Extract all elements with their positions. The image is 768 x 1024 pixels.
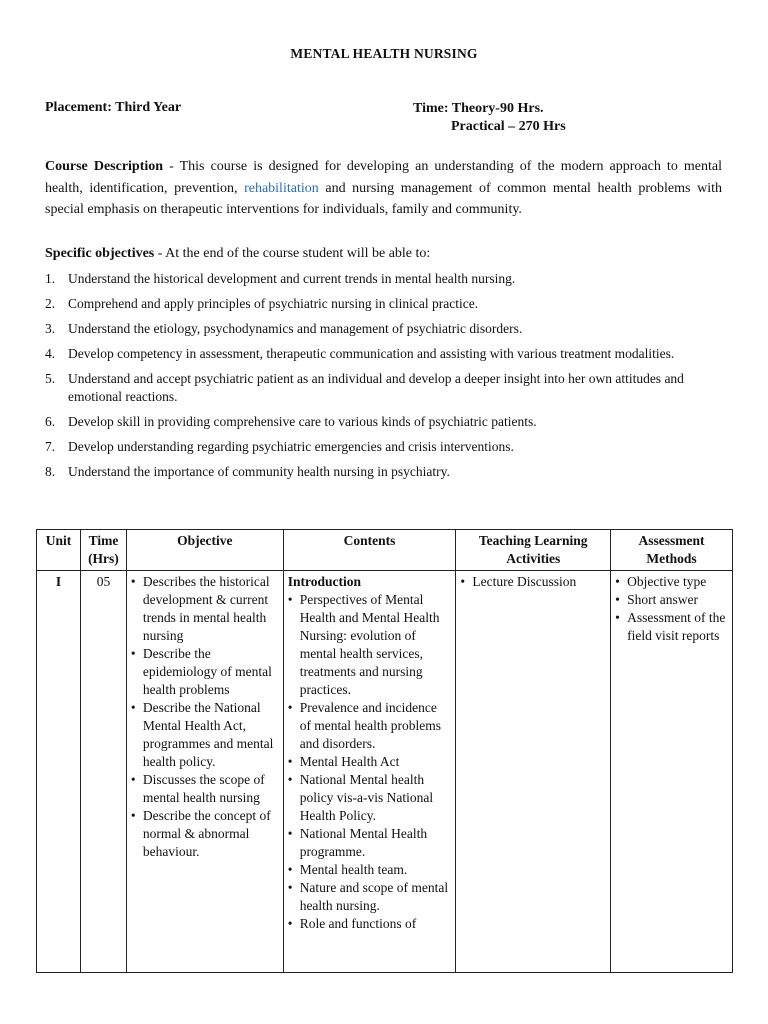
objective-text: Understand the etiology, psychodynamics and management of psychiatric disorders. (68, 321, 523, 336)
cell-time: 05 (80, 571, 126, 973)
objective-bullet: • Discusses the scope of mental health nursing (131, 771, 279, 807)
header-activities: Teaching Learning Activities (456, 530, 611, 571)
objective-number: 7. (45, 438, 56, 454)
contents-list (288, 591, 452, 933)
objectives-label: Specific objectives (45, 246, 155, 261)
objective-number: 3. (45, 321, 56, 336)
activity-bullet: • Lecture Discussion (460, 573, 606, 591)
time-practical: Practical – 270 Hrs (451, 119, 566, 134)
cell-activities (456, 571, 611, 973)
objective-number: 1. (45, 271, 56, 286)
objectives-heading (45, 246, 430, 262)
contents-heading: Introduction (287, 574, 361, 589)
objective-bullet: • Describes the historical development & current trends in mental health nursing (131, 573, 279, 645)
objective-item (45, 370, 695, 405)
objective-item (45, 438, 695, 456)
objective-text: Understand the historical development and current trends in mental health nursing. (68, 271, 516, 286)
objective-item (45, 463, 695, 481)
assessment-bullet: • Objective type (615, 573, 728, 591)
time-theory: Time: Theory-90 Hrs. (413, 101, 544, 116)
objective-text: Understand the importance of community health nursing in psychiatry. (68, 463, 450, 479)
objective-bullet: • Describe the epidemiology of mental health problems (131, 645, 279, 699)
objective-item (45, 345, 695, 363)
table-row (37, 571, 733, 973)
page-title: MENTAL HEALTH NURSING (290, 46, 478, 61)
objective-bullet: • Describe the concept of normal & abnormal behaviour. (131, 807, 279, 861)
time-block (413, 100, 566, 136)
contents-bullet: • National Mental health policy vis-a-vis National Health Policy. (288, 771, 452, 825)
contents-bullet: • Mental Health Act (288, 753, 452, 771)
contents-bullet: • Prevalence and incidence of mental health problems and disorders. (288, 699, 452, 753)
objective-item (45, 295, 695, 313)
course-description (45, 156, 722, 221)
course-description-text-2: and nursing management of common mental health problems with special emphasis on therapeutic interventions for individuals, family and community. (45, 180, 722, 217)
course-description-label: Course Description (45, 159, 164, 174)
header-contents: Contents (283, 530, 456, 571)
objective-number: 5. (45, 371, 56, 386)
assessment-list (615, 573, 728, 645)
objective-text: Develop understanding regarding psychiatric emergencies and crisis interventions. (68, 438, 514, 454)
objective-item (45, 270, 695, 288)
cell-assessment (611, 571, 733, 973)
objective-number: 6. (45, 413, 56, 429)
table-header-row (37, 530, 733, 571)
objective-item (45, 320, 695, 338)
objective-text: Comprehend and apply principles of psychiatric nursing in clinical practice. (68, 296, 479, 311)
cell-contents (283, 571, 456, 973)
objective-text: Understand and accept psychiatric patient as an individual and develop a deeper insight into her own attitudes and emotional reactions. (68, 371, 684, 404)
cell-objective (126, 571, 283, 973)
assessment-bullet: • Short answer (615, 591, 728, 609)
rehabilitation-link[interactable]: rehabilitation (244, 180, 319, 196)
objective-number: 2. (45, 296, 56, 311)
header-time: Time (Hrs) (80, 530, 126, 571)
assessment-bullet: • Assessment of the field visit reports (615, 609, 728, 645)
activities-list (460, 573, 606, 591)
objective-number: 4. (45, 346, 56, 361)
objectives-intro: - At the end of the course student will be able to: (154, 246, 431, 261)
objectives-list (45, 270, 695, 488)
header-objective: Objective (126, 530, 283, 571)
cell-unit: I (37, 571, 81, 973)
header-assessment: Assessment Methods (611, 530, 733, 571)
contents-bullet: • Role and functions of (288, 915, 452, 933)
course-table (36, 529, 733, 973)
contents-bullet: • National Mental Health programme. (288, 825, 452, 861)
objective-bullet: • Describe the National Mental Health Act, programmes and mental health policy. (131, 699, 279, 771)
header-unit: Unit (37, 530, 81, 571)
contents-bullet: • Nature and scope of mental health nursing. (288, 879, 452, 915)
objective-text: Develop competency in assessment, therapeutic communication and assisting with various treatment modalities. (68, 346, 675, 361)
objective-text: Develop skill in providing comprehensive care to various kinds of psychiatric patients. (68, 413, 537, 429)
objective-number: 8. (45, 463, 56, 479)
contents-bullet: • Mental health team. (288, 861, 452, 879)
contents-bullet: • Perspectives of Mental Health and Mental Health Nursing: evolution of mental health services, treatments and nursing practices. (288, 591, 452, 699)
course-description-text-1: - This course is designed for developing an understanding of the modern approach to mental health, identification, prevention, (45, 159, 722, 196)
placement: Placement: Third Year (45, 100, 182, 115)
objective-list (131, 573, 279, 861)
objective-item (45, 413, 695, 431)
